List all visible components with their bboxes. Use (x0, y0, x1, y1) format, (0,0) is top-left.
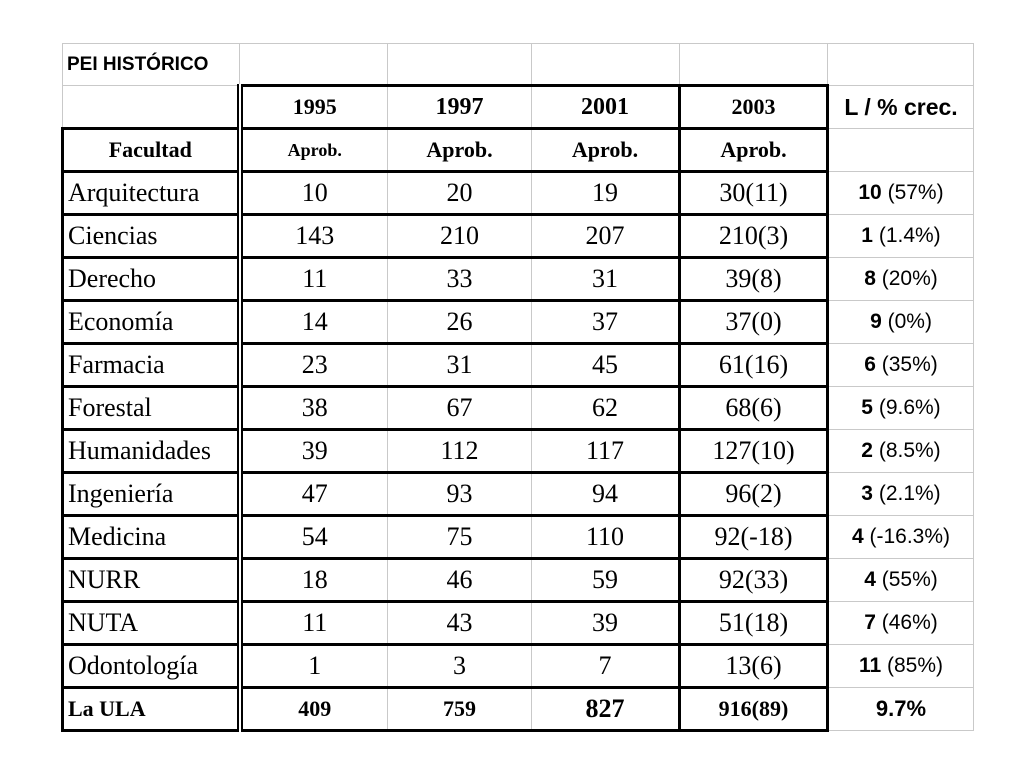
empty-cell (63, 86, 240, 129)
value-1995-cell: 11 (240, 602, 388, 645)
value-2003-cell: 37(0) (680, 301, 828, 344)
table-row (63, 172, 974, 215)
value-1995-cell: 18 (240, 559, 388, 602)
value-2003-cell: 92(33) (680, 559, 828, 602)
value-2001-cell: 110 (532, 516, 680, 559)
aprob-header: Aprob. (240, 129, 388, 172)
facultad-cell: Ciencias (63, 215, 240, 258)
value-2003-cell: 13(6) (680, 645, 828, 688)
value-1997-cell: 20 (388, 172, 532, 215)
growth-percent: (46%) (881, 611, 938, 634)
growth-cell (828, 172, 974, 215)
aprob-header: Aprob. (532, 129, 680, 172)
growth-percent: (9.6%) (878, 396, 941, 419)
empty-cell (680, 44, 828, 86)
growth-percent: (2.1%) (878, 482, 941, 505)
facultad-cell: Economía (63, 301, 240, 344)
table-row (63, 473, 974, 516)
value-1995-cell: 54 (240, 516, 388, 559)
value-2001-cell: 62 (532, 387, 680, 430)
value-1995-cell: 23 (240, 344, 388, 387)
value-1997-cell: 43 (388, 602, 532, 645)
rank-value: 1 (861, 224, 873, 247)
table-row (63, 301, 974, 344)
growth-cell (828, 430, 974, 473)
growth-percent: (-16.3%) (869, 525, 951, 548)
table-row (63, 258, 974, 301)
table-row (63, 344, 974, 387)
growth-percent: (8.5%) (878, 439, 941, 462)
value-2001-cell: 39 (532, 602, 680, 645)
value-2003-cell: 30(11) (680, 172, 828, 215)
aprob-header: Aprob. (680, 129, 828, 172)
rank-value: 6 (864, 353, 876, 376)
value-1995-cell: 10 (240, 172, 388, 215)
value-1997-cell: 26 (388, 301, 532, 344)
value-1995-cell: 47 (240, 473, 388, 516)
value-2001-cell: 19 (532, 172, 680, 215)
rank-value: 9 (870, 310, 882, 333)
rank-value: 5 (861, 396, 873, 419)
growth-percent: (55%) (881, 568, 938, 591)
table-row (63, 516, 974, 559)
year-1997: 1997 (388, 86, 532, 129)
facultad-cell: Odontología (63, 645, 240, 688)
growth-cell (828, 344, 974, 387)
growth-percent: (20%) (881, 267, 938, 290)
value-2001-cell: 7 (532, 645, 680, 688)
empty-cell (828, 129, 974, 172)
table-row (63, 645, 974, 688)
growth-cell (828, 215, 974, 258)
facultad-cell: Derecho (63, 258, 240, 301)
empty-cell (388, 44, 532, 86)
table-row (63, 602, 974, 645)
facultad-header: Facultad (63, 129, 240, 172)
growth-header: L / % crec. (828, 86, 974, 129)
subheader-row (63, 129, 974, 172)
value-1995-cell: 11 (240, 258, 388, 301)
growth-cell (828, 258, 974, 301)
total-2003: 916(89) (680, 688, 828, 731)
value-2003-cell: 127(10) (680, 430, 828, 473)
value-2001-cell: 59 (532, 559, 680, 602)
value-1997-cell: 31 (388, 344, 532, 387)
facultad-cell: NUTA (63, 602, 240, 645)
value-1995-cell: 14 (240, 301, 388, 344)
growth-cell (828, 387, 974, 430)
growth-cell (828, 516, 974, 559)
title-row (63, 44, 974, 86)
growth-percent: (35%) (881, 353, 938, 376)
value-2003-cell: 39(8) (680, 258, 828, 301)
value-1995-cell: 143 (240, 215, 388, 258)
value-2003-cell: 61(16) (680, 344, 828, 387)
table-row (63, 430, 974, 473)
facultad-cell: Humanidades (63, 430, 240, 473)
growth-percent: (0%) (887, 310, 932, 333)
value-1997-cell: 93 (388, 473, 532, 516)
total-2001: 827 (532, 688, 680, 731)
table-row (63, 559, 974, 602)
value-1997-cell: 67 (388, 387, 532, 430)
value-2001-cell: 45 (532, 344, 680, 387)
value-2003-cell: 96(2) (680, 473, 828, 516)
table-row (63, 215, 974, 258)
value-2001-cell: 207 (532, 215, 680, 258)
growth-percent: (1.4%) (878, 224, 941, 247)
value-1997-cell: 210 (388, 215, 532, 258)
total-row (63, 688, 974, 731)
value-2001-cell: 94 (532, 473, 680, 516)
value-1997-cell: 3 (388, 645, 532, 688)
value-2001-cell: 31 (532, 258, 680, 301)
growth-percent: (57%) (887, 181, 944, 204)
growth-cell (828, 602, 974, 645)
rank-value: 11 (858, 654, 882, 677)
facultad-cell: Ingeniería (63, 473, 240, 516)
facultad-cell: Medicina (63, 516, 240, 559)
value-2003-cell: 68(6) (680, 387, 828, 430)
value-1995-cell: 1 (240, 645, 388, 688)
year-2001: 2001 (532, 86, 680, 129)
historical-table (61, 43, 974, 732)
value-2003-cell: 210(3) (680, 215, 828, 258)
year-row (63, 86, 974, 129)
growth-cell (828, 473, 974, 516)
facultad-cell: Forestal (63, 387, 240, 430)
growth-cell (828, 559, 974, 602)
value-2003-cell: 92(-18) (680, 516, 828, 559)
total-1995: 409 (240, 688, 388, 731)
facultad-cell: Farmacia (63, 344, 240, 387)
total-label: La ULA (63, 688, 240, 731)
value-2001-cell: 37 (532, 301, 680, 344)
rank-value: 4 (851, 525, 864, 548)
value-1997-cell: 33 (388, 258, 532, 301)
value-2001-cell: 117 (532, 430, 680, 473)
rank-value: 8 (864, 267, 876, 290)
value-1995-cell: 38 (240, 387, 388, 430)
empty-cell (532, 44, 680, 86)
year-1995: 1995 (240, 86, 388, 129)
facultad-cell: Arquitectura (63, 172, 240, 215)
value-1995-cell: 39 (240, 430, 388, 473)
value-1997-cell: 112 (388, 430, 532, 473)
growth-cell (828, 301, 974, 344)
empty-cell (828, 44, 974, 86)
rank-value: 10 (858, 181, 882, 204)
facultad-cell: NURR (63, 559, 240, 602)
aprob-header: Aprob. (388, 129, 532, 172)
table-row (63, 387, 974, 430)
growth-percent: (85%) (887, 654, 944, 677)
year-2003: 2003 (680, 86, 828, 129)
rank-value: 2 (861, 439, 873, 462)
empty-cell (240, 44, 388, 86)
rank-value: 7 (864, 611, 876, 634)
value-1997-cell: 46 (388, 559, 532, 602)
growth-cell (828, 645, 974, 688)
table-title: PEI HISTÓRICO (63, 44, 240, 86)
rank-value: 3 (861, 482, 873, 505)
value-1997-cell: 75 (388, 516, 532, 559)
total-growth: 9.7% (828, 688, 974, 731)
value-2003-cell: 51(18) (680, 602, 828, 645)
total-1997: 759 (388, 688, 532, 731)
rank-value: 4 (864, 568, 876, 591)
